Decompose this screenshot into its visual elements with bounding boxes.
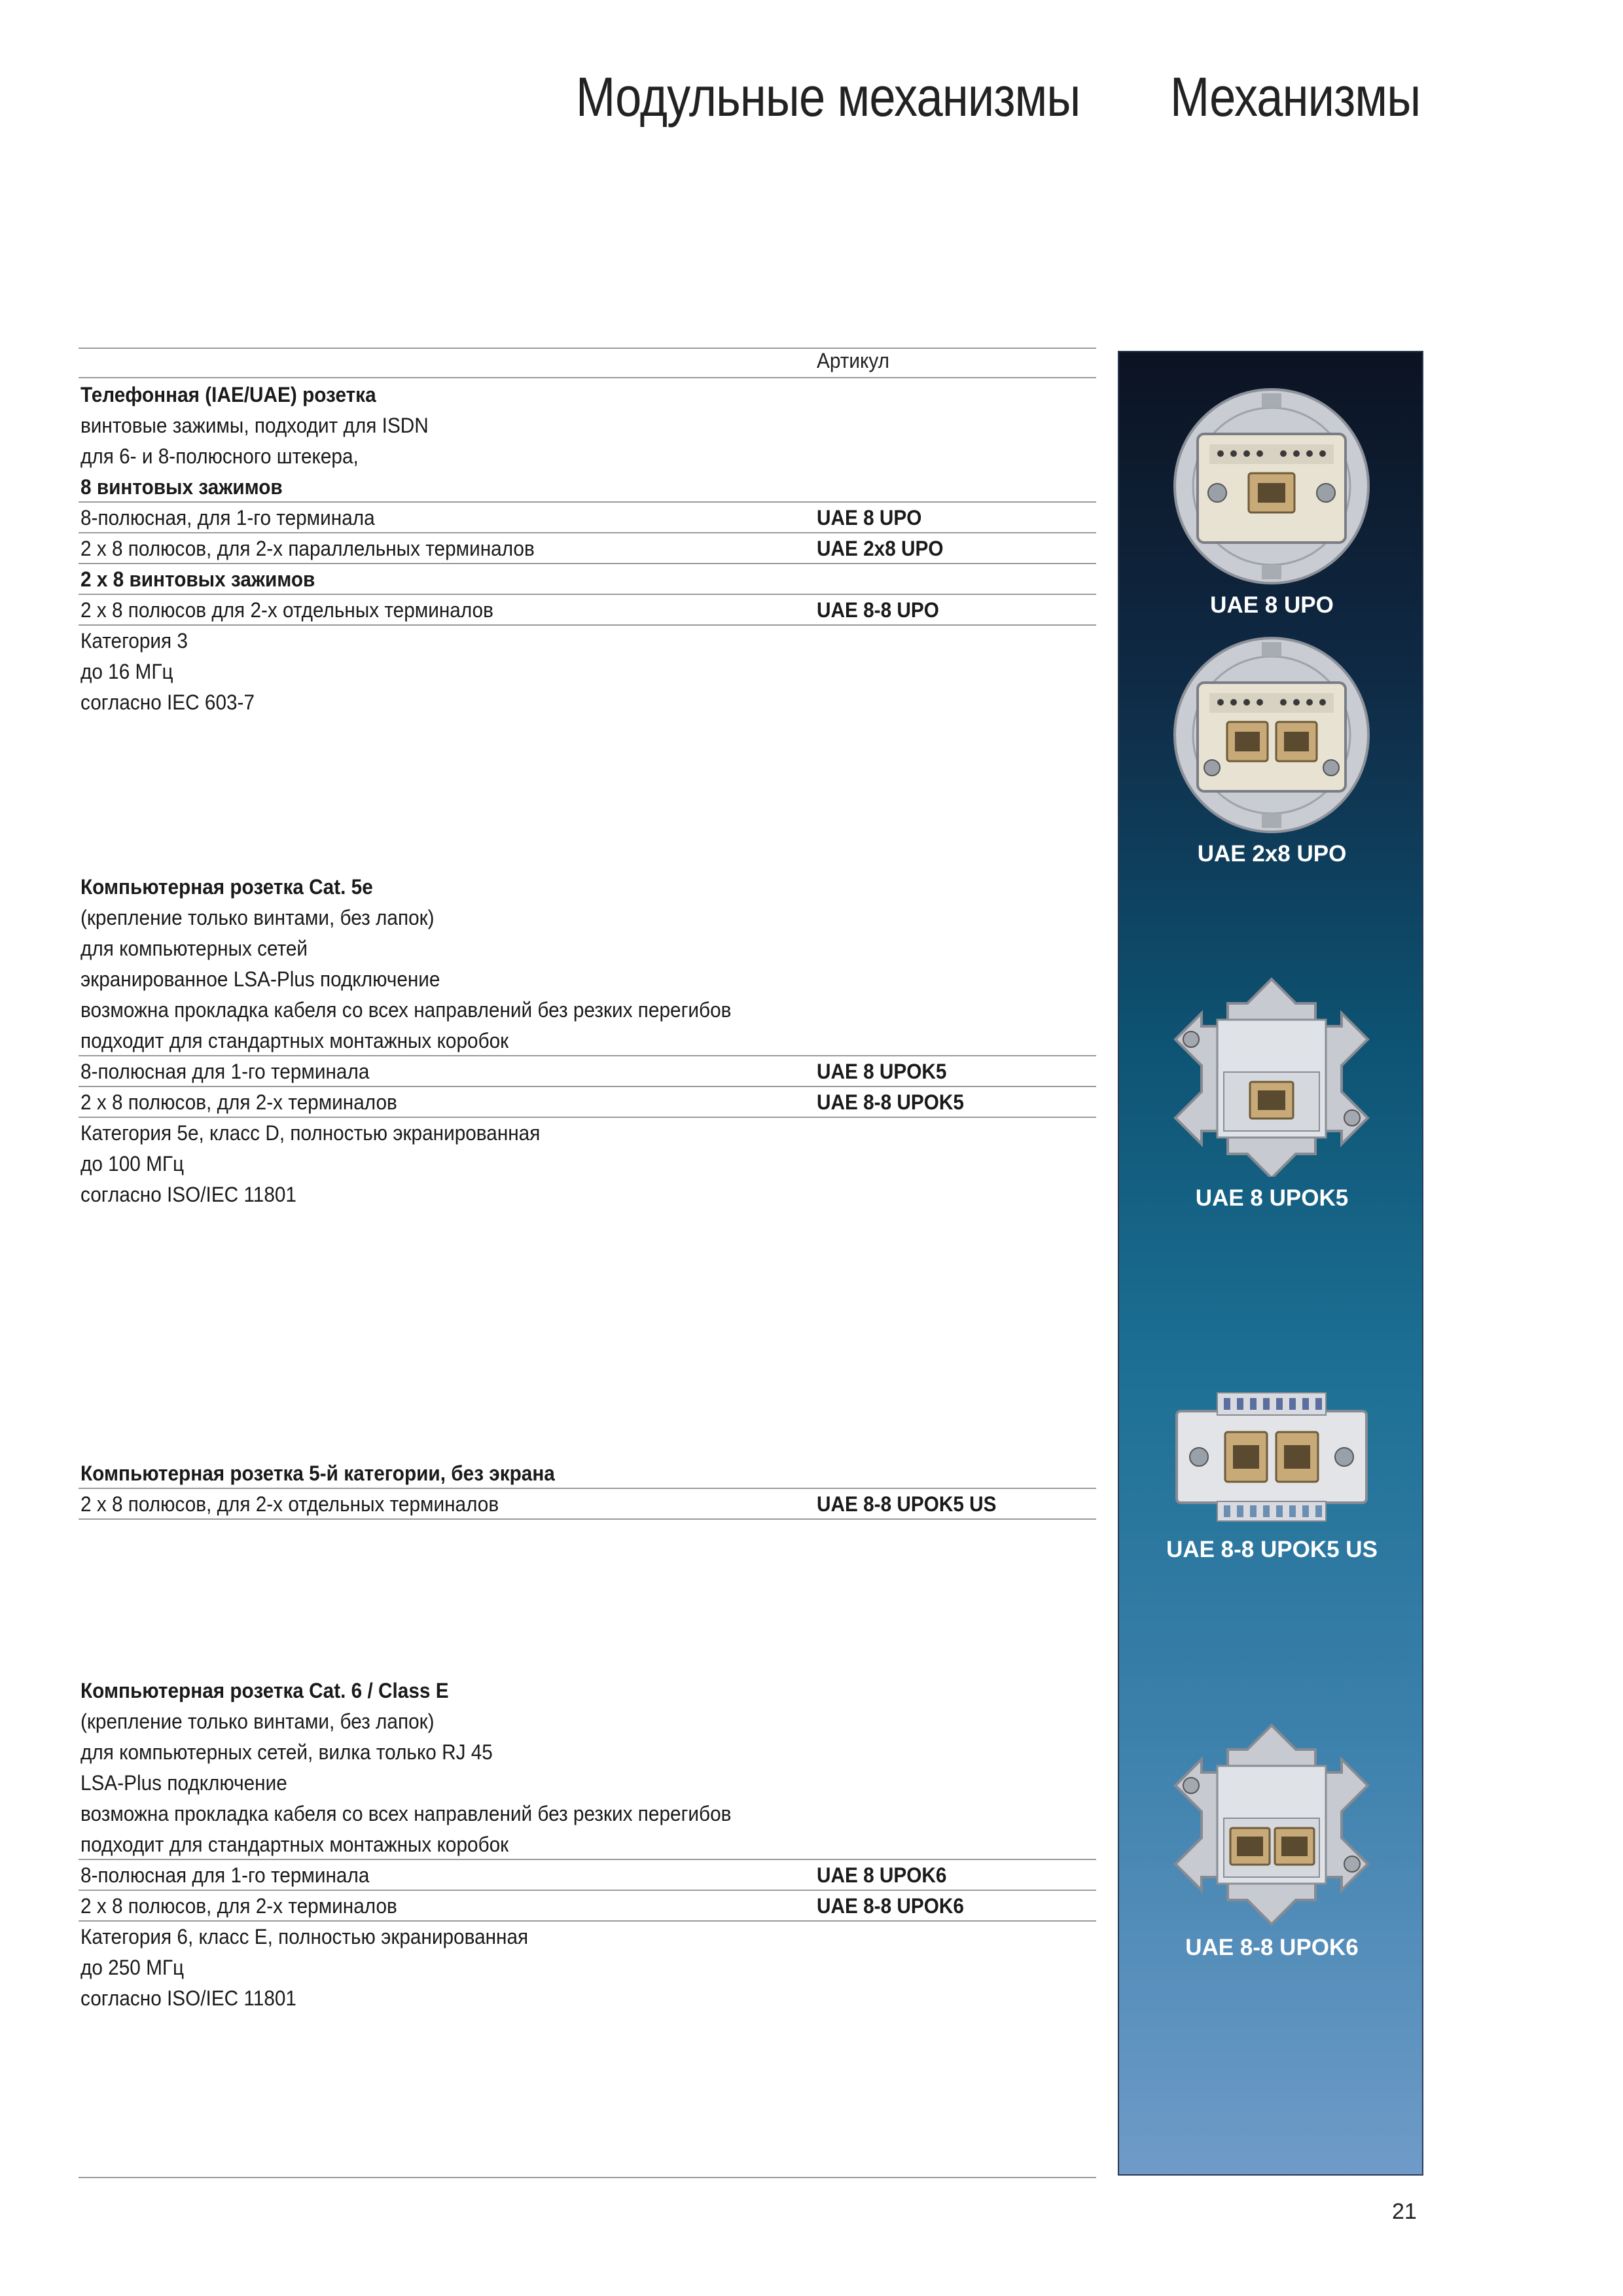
article-number: UAE 8 UPOK6 [817, 1863, 947, 1887]
section-heading [79, 564, 1096, 595]
table-row [79, 533, 1096, 564]
row-divider [79, 377, 1096, 378]
product-label: UAE 8-8 UPOK6 [1185, 1935, 1359, 1960]
description-line [79, 1983, 1096, 2014]
product-card [1119, 630, 1425, 872]
section-heading [79, 1676, 1096, 1706]
row-divider [79, 348, 1096, 349]
row-description: для компьютерных сетей, вилка только RJ 45 [80, 1740, 493, 1764]
description-line [79, 656, 1096, 687]
description-line [79, 1026, 1096, 1056]
description-line [79, 1737, 1096, 1768]
row-description: согласно ISO/IEC 11801 [80, 1986, 296, 2010]
row-description: Категория 6, класс E, полностью экранированная [80, 1925, 529, 1948]
description-line [79, 1952, 1096, 1983]
description-line [79, 903, 1096, 933]
row-description: экранированное LSA-Plus подключение [80, 967, 440, 991]
table-row [79, 1087, 1096, 1118]
product-card [1119, 974, 1425, 1223]
row-description: до 250 МГц [80, 1956, 185, 1979]
description-line [79, 933, 1096, 964]
section-title: Модульные механизмы [576, 66, 1080, 128]
description-line [79, 1118, 1096, 1149]
article-number: UAE 8-8 UPOK5 [817, 1090, 964, 1114]
row-description: подходит для стандартных монтажных коробок [80, 1029, 509, 1052]
row-description: 2 x 8 винтовых зажимов [80, 567, 315, 591]
socket-single-plate-icon [1119, 974, 1425, 1177]
product-image-panel [1118, 351, 1423, 2176]
product-card [1119, 382, 1425, 624]
product-card [1119, 1380, 1425, 1596]
row-description: Компьютерная розетка Cat. 5e [80, 875, 373, 899]
article-number: UAE 8-8 UPOK5 US [817, 1492, 997, 1516]
row-description: винтовые зажимы, подходит для ISDN [80, 414, 429, 437]
description-line [79, 1829, 1096, 1860]
table-row [79, 1891, 1096, 1922]
description-line [79, 1706, 1096, 1737]
row-description: для 6- и 8-полюсного штекера, [80, 444, 359, 468]
product-label: UAE 2x8 UPO [1197, 841, 1347, 867]
row-description: 8-полюсная для 1-го терминала [80, 1863, 370, 1887]
description-line [79, 410, 1096, 441]
row-description: согласно ISO/IEC 11801 [80, 1183, 296, 1206]
table-row [79, 503, 1096, 533]
category-title: Механизмы [1170, 66, 1421, 128]
row-description: Компьютерная розетка Cat. 6 / Class E [80, 1679, 449, 1702]
description-line [79, 995, 1096, 1026]
article-number: UAE 8-8 UPO [817, 598, 939, 622]
description-line [79, 964, 1096, 995]
row-description: Телефонная (IAE/UAE) розетка [80, 383, 376, 406]
table-row [79, 595, 1096, 626]
description-line [79, 1922, 1096, 1952]
table-row [79, 1489, 1096, 1520]
bottom-rule [79, 2177, 1096, 2178]
section-heading [79, 380, 1096, 410]
row-description: 2 x 8 полюсов, для 2-х параллельных терминалов [80, 537, 535, 560]
description-line [79, 1799, 1096, 1829]
row-description: возможна прокладка кабеля со всех направлений без резких перегибов [80, 1802, 732, 1825]
row-description: согласно IEC 603-7 [80, 691, 255, 714]
table-row [79, 1860, 1096, 1891]
row-description: для компьютерных сетей [80, 937, 308, 960]
row-description: 2 x 8 полюсов, для 2-х терминалов [80, 1090, 397, 1114]
row-description: 8-полюсная, для 1-го терминала [80, 506, 375, 529]
page-header [576, 65, 1420, 137]
row-description: Компьютерная розетка 5-й категории, без экрана [80, 1462, 555, 1485]
row-description: 2 x 8 полюсов, для 2-х отдельных терминалов [80, 1492, 499, 1516]
page-number: 21 [1392, 2199, 1417, 2224]
row-description: (крепление только винтами, без лапок) [80, 906, 435, 929]
product-label: UAE 8-8 UPOK5 US [1166, 1537, 1378, 1562]
article-number: UAE 8 UPO [817, 506, 922, 529]
socket-dual-rectangular-icon [1119, 1380, 1425, 1524]
row-description: до 16 МГц [80, 660, 173, 683]
description-line [79, 1149, 1096, 1179]
row-description: 2 x 8 полюсов для 2-х отдельных терминалов [80, 598, 493, 622]
description-line [79, 687, 1096, 718]
product-label: UAE 8 UPOK5 [1195, 1185, 1349, 1211]
article-number: UAE 8-8 UPOK6 [817, 1894, 964, 1918]
row-description: (крепление только винтами, без лапок) [80, 1710, 435, 1733]
table-row [79, 1056, 1096, 1087]
section-heading [79, 1458, 1096, 1489]
row-description: возможна прокладка кабеля со всех направлений без резких перегибов [80, 998, 732, 1022]
product-label: UAE 8 UPO [1210, 592, 1334, 618]
row-description: Категория 5e, класс D, полностью экранированная [80, 1121, 541, 1145]
article-column-header: Артикул [817, 349, 889, 372]
socket-dual-plate-icon [1119, 1720, 1425, 1929]
row-description: 8 винтовых зажимов [80, 475, 283, 499]
description-line [79, 1179, 1096, 1210]
socket-single-round-icon [1119, 382, 1425, 584]
row-description: 8-полюсная для 1-го терминала [80, 1060, 370, 1083]
description-line [79, 626, 1096, 656]
row-description: Категория 3 [80, 629, 188, 653]
article-number: UAE 2x8 UPO [817, 537, 944, 560]
article-number: UAE 8 UPOK5 [817, 1060, 947, 1083]
row-description: подходит для стандартных монтажных коробок [80, 1833, 509, 1856]
section-heading [79, 472, 1096, 503]
row-description: до 100 МГц [80, 1152, 185, 1175]
socket-dual-round-icon [1119, 630, 1425, 833]
row-description: LSA-Plus подключение [80, 1771, 287, 1795]
product-card [1119, 1720, 1425, 1982]
description-line [79, 1768, 1096, 1799]
section-heading [79, 872, 1096, 903]
row-description: 2 x 8 полюсов, для 2-х терминалов [80, 1894, 397, 1918]
description-line [79, 441, 1096, 472]
